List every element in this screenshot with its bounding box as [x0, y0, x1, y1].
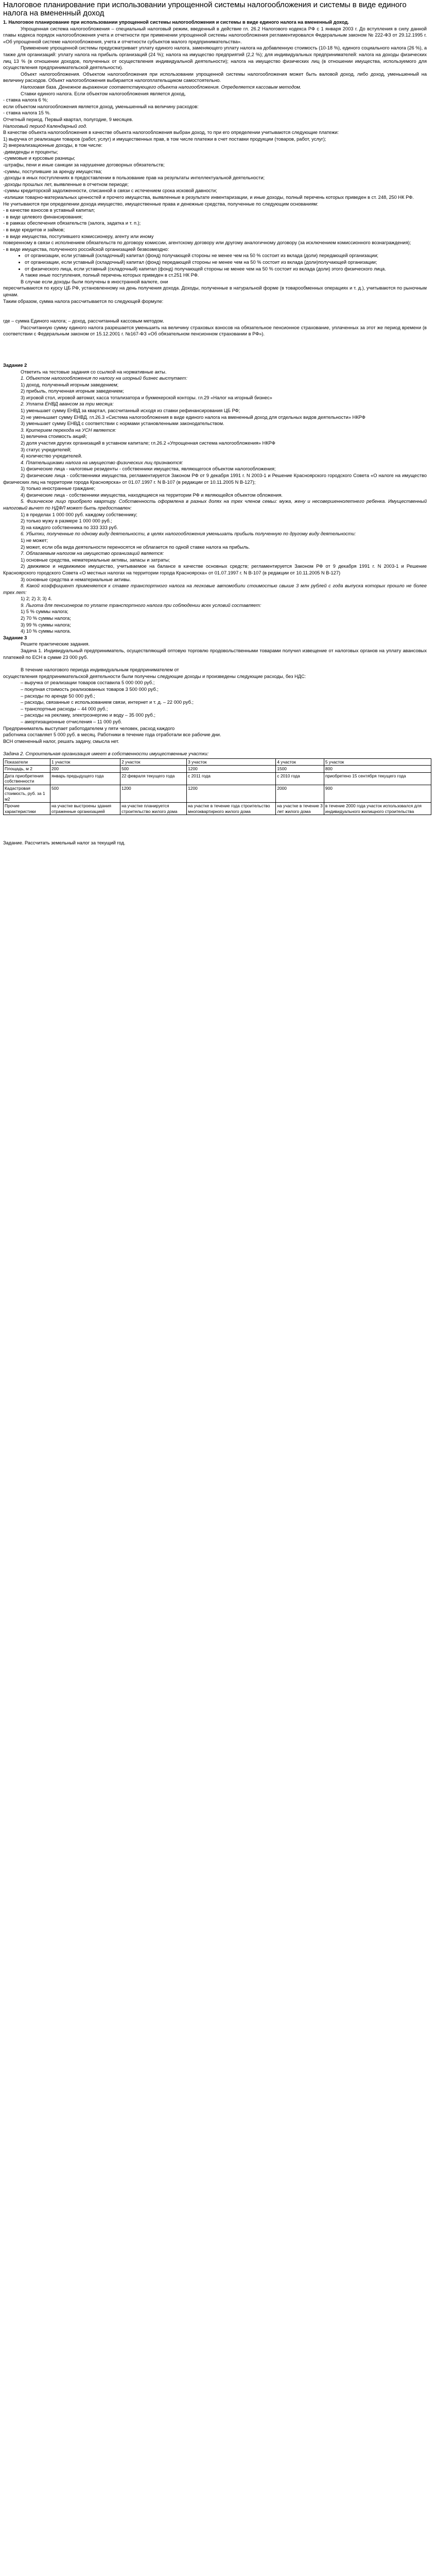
task-item: 3) уменьшает сумму ЕНВД с соответствии с нормами установленными законодательством. [21, 421, 224, 427]
paragraph: Налоговый период Календарный год. [3, 123, 88, 129]
task-item: 1) не может; [21, 537, 48, 543]
table-cell: с 2010 года [276, 772, 324, 785]
paragraph: Применение упрощенной системы предусматривает уплату единого налога, заменяющего уплату налога на добавленную стоимость (10-18 %), единого социального налога (26 %), а также для организаций: уплату налога на прибыль организаций (24 %); налога на имущество предприятий (2,2 %); для индивидуальных предпринимателей: налога на доходы физических лиц 13 % (в отношении доходов, полученных от осуществления индивидуальной деятельности); налога на имущество физических лиц (в отношении имущества, используемого для осуществления предпринимательской деятельности). [3, 45, 427, 71]
task-item: Ответить на тестовые задания со ссылкой на нормативные акты. [21, 369, 167, 375]
task-heading: Задание 2 [3, 362, 27, 368]
task-item: Задание. Рассчитать земельный налог за текущий год. [3, 840, 126, 846]
task-item: 5. Физическое лицо приобрело квартиру. Собственность оформлена в разных долях на трех членов семьи: мужа, жену и несовершеннолетнего ребенка. Имущественный налоговый вычет по НДФЛ может быть предоставлен: [3, 499, 427, 511]
table-row [4, 772, 431, 785]
paragraph: -доходы прошлых лет, выявленные в отчетном периоде; [3, 181, 129, 187]
land-plots-table [3, 758, 431, 816]
table-cell: 900 [324, 785, 431, 803]
paragraph: поверенному в связи с исполнением обязательств по договору комиссии, агентскому договору или другому аналогичному договору (за исключением комиссионного вознаграждения); [3, 240, 411, 246]
table-cell: приобретено 15 сентября текущего года [324, 772, 431, 785]
spacer [3, 337, 427, 362]
task-item: 1) доход, полученный игорным заведением; [21, 382, 119, 387]
paragraph: - в виде кредитов и займов; [3, 227, 65, 232]
paragraph: - в качестве взносов в уставный капитал; [3, 208, 95, 213]
task-item: – расходы по аренде 50 000 руб.; [21, 693, 95, 699]
paragraph: Объект налогообложения. Объектом налогообложения при использовании упрощенной системы налогообложения может быть валовой доход, либо доход, уменьшенный на величину расходов. Объект налогообложения выбирается налогоплательщиком самостоятельно. [3, 71, 427, 83]
paragraph: Таким образом, сумма налога рассчитывается по следующей формуле: [3, 298, 164, 304]
task-item: 2. Уплата ЕНВД авансом за три месяца: [21, 401, 114, 407]
task-item: 2) прибыль, полученная игорным заведением; [21, 388, 124, 394]
task-item: 1) в пределах 1 000 000 руб. каждому собственнику; [21, 512, 137, 517]
task-item: 2) движимое и недвижимое имущество, учитываемое на балансе в качестве основных средств; регламентируется Законом РФ от 9 декабря 1991 г. N 2003-1 и Решение Красноярского городского Совета «О местных налогах на территории города Красноярска» от 01.07.1997 г. N В-107 (в редакции от 10.11.2005 N В-127) [3, 564, 427, 575]
table-header-cell: 3 участок [187, 758, 276, 766]
task-item: осуществления предпринимательской деятельности были получены следующие доходы и произведены следующие расходы, без НДС: [3, 673, 306, 679]
task-item: 6. Убытки, полученные по одному виду деятельности, в целях налогообложения уменьшать прибыль полученную по другому виду деятельности: [21, 531, 356, 537]
table-header-cell: 5 участок [324, 758, 431, 766]
table-header-cell: 1 участок [50, 758, 120, 766]
list-item: • от организации, если уставный (складочный) капитал (фонд) передающей стороны не менее чем на 50 % состоит из вклада (доли)получающей организации; [25, 259, 427, 266]
spacer [3, 660, 427, 667]
task-item: 3) 99 % суммы налога; [21, 622, 71, 628]
paragraph: 1) выручка от реализации товаров (работ, услуг) и имущественных прав, в том числе платежи в счет поставки продукции (товаров, работ, услуг); [3, 136, 326, 142]
paragraph: - ставка налога 6 %; [3, 97, 48, 103]
paragraph: А также иные поступления, полный перечень которых приведен в ст.251 НК РФ. [21, 273, 199, 278]
paragraph: - ставка налога 15 %. [3, 110, 51, 116]
table-cell: на участке выстроены здания отраженные организацией [50, 803, 120, 815]
paragraph: Не учитываются при определении дохода имущество, имущественные права и денежные средства, полученные по следующим основаниям: [3, 201, 319, 207]
task-item: 4) 10 % суммы налога. [21, 629, 71, 634]
task-item: 3) статус учредителей; [21, 447, 72, 452]
task-item: 1. Объектом налогообложения по налогу на игорный бизнес выступает: [21, 376, 187, 381]
paragraph: -суммы кредиторской задолженности, списанной в связи с истечением срока исковой давности; [3, 188, 217, 194]
task-item: 1) величина стоимость акций; [21, 434, 87, 439]
formula-image-area [3, 304, 427, 318]
table-cell: январь предыдущего года [50, 772, 120, 785]
formula-explanation: где – сумма Единого налога; – доход, рассчитанный кассовым методом. [3, 318, 164, 324]
paragraph: -суммовые и курсовые разницы; [3, 156, 75, 161]
table-cell: 200 [50, 766, 120, 773]
task-item: – расходы, связанные с использованием связи, интернет и т. д. – 22 000 руб.; [21, 700, 194, 705]
paragraph: - в рамках обеспечения обязательств (залога, задатка и т. п.); [3, 221, 141, 226]
paragraph: -штрафы, пени и иные санкции за нарушение договорных обязательств; [3, 162, 165, 168]
task-item: – амортизационные отчисления – 11 000 руб. [21, 719, 122, 724]
task-item: 3) на каждого собственника по 333 333 руб. [21, 524, 118, 530]
table-cell: Кадастровая стоимость, руб. за 1 м2 [4, 785, 50, 803]
paragraph: -суммы, поступившие за аренду имущества; [3, 168, 102, 174]
paragraph: Налоговая база. Денежное выражение соответствующего объекта налогообложения. Определяется кассовым методом. [21, 84, 302, 90]
paragraph: Ставки единого налога. Если объектом налогообложения является доход, [21, 91, 186, 96]
table-cell: Площадь, м 2 [4, 766, 50, 773]
table-header-cell: Показатели [4, 758, 50, 766]
task-item: 4. Плательщиками налога на имущество физических лиц признаются: [21, 460, 183, 465]
table-cell: 22 февраля текущего года [120, 772, 187, 785]
task-item: 2) не уменьшает сумму ЕНВД. гл.26.3 «Система налогообложения в виде единого налога на вмененный доход для отдельных видов деятельности» НКРФ [21, 414, 365, 420]
table-cell: в течение 2000 года участок использовался для индивидуального жилищного строительства [324, 803, 431, 815]
task-item: 2) 70 % суммы налога; [21, 616, 71, 621]
spacer [3, 815, 427, 840]
task-item: 2) доля участия других организаций в уставном капитале; гл.26.2 «Упрощенная система налогообложения» НКРФ [21, 440, 275, 446]
paragraph: если объектом налогообложения является доход, уменьшенный на величину расходов: [3, 104, 199, 109]
task-item: 4) количество учредителей. [21, 453, 82, 459]
table-cell: на участке в течение года строительство многоквартирного жилого дома [187, 803, 276, 815]
task-item: 4) физические лица - собственники имущества, находящиеся на территории РФ и являющейся объектом обложения. [21, 492, 283, 498]
paragraph: -излишки товарно-материальных ценностей и прочего имущества, выявленные в результате инвентаризации, и иные доходы, полный перечень которых приведен в ст. 248, 250 НК РФ. [3, 195, 414, 200]
table-cell: 1200 [187, 766, 276, 773]
paragraph: Рассчитанную сумму единого налога разрешается уменьшить на величину страховых взносов на обязательное пенсионное страхование, уплаченных за этот же период времени (в соответствии с Федеральным законом от 15.12.2001 г. №167-ФЗ «Об обязательном пенсионном страховании в РФ»). [3, 325, 427, 337]
task-item: 9. Льгота для пенсионеров по уплате транспортного налога при соблюдении всех условий составляет: [21, 602, 261, 608]
table-cell: Прочие характеристики [4, 803, 50, 815]
task-item: – выручка от реализации товаров составила 5 000 000 руб.; [21, 680, 155, 686]
task-item: 1) уменьшает сумму ЕНВД за квартал, рассчитанный исходя из ставки рефинансирования ЦБ РФ; [21, 408, 240, 414]
paragraph: В качестве объекта налогообложения в качестве объекта налогообложения выбран доход, то при его определении учитываются следующие платежи: [3, 130, 339, 135]
page-title: Налоговое планирование при использовании упрощенной системы налогообложения и системы в виде единого налога на вмененный доход [3, 1, 407, 18]
table-row [4, 803, 431, 815]
table-cell: 1200 [120, 785, 187, 803]
task-item: 2) может, если оба вида деятельности переносятся не облагается по одной ставке налога на прибыль. [21, 544, 250, 550]
paragraph: -доходы в иных поступлениях в предоставлении в пользование прав на результаты интеллектуальной деятельности; [3, 175, 265, 181]
task-heading: Задание 3 [3, 635, 27, 640]
task-item: 1) физические лица - налоговые резиденты - собственники имущества, являющегося объектом налогообложения; [21, 466, 276, 472]
task-item: 3. Критерием перехода на УСН является: [21, 427, 116, 433]
paragraph: Отчетный период. Первый квартал, полугодие, 9 месяцев. [3, 116, 133, 122]
paragraph: 2) внереализационные доходы, в том числе: [3, 143, 103, 148]
task-item: 1) основные средства, нематериальные активы, запасы и затраты; [21, 557, 170, 563]
list-item: • от физического лица, если уставный (складочный) капитал (фонд) получающей стороны не менее чем на 50 % состоит из вклада (доли) этого физического лица. [25, 266, 427, 273]
task-item: В течение налогового периода индивидуальным предпринимателем от [21, 667, 179, 673]
task-item: – транспортные расходы – 44 000 руб.; [21, 706, 108, 711]
document [0, 0, 430, 848]
task-item: 7. Облагаемым налогом на имущество организаций является: [21, 551, 164, 556]
task-item: 1) 5 % суммы налога; [21, 609, 68, 615]
bullet-list [3, 252, 427, 272]
task-item: 3) только иностранные граждане; [21, 486, 96, 492]
task-item: 2) только мужу в размере 1 000 000 руб.; [21, 518, 112, 524]
task-item: работника составляет 5 000 руб. в месяц. Работники в течение года отработали все рабочие дни. [3, 732, 221, 738]
paragraph: пересчитываются по курсу ЦБ РФ, установленному на день получения дохода. Доходы, полученные в натуральной форме (в товарообменных операциях и т. д.), учитываются по рыночным ценам. [3, 285, 427, 297]
table-row [4, 785, 431, 803]
paragraph: - в виде имущества, поступившего комиссионеру, агенту или иному [3, 233, 154, 239]
table-header-cell: 2 участок [120, 758, 187, 766]
table-cell: Дата приобретения собственности [4, 772, 50, 785]
task-item: Задача 2. Строительная организация имеет в собственности имущественные участки: [3, 751, 209, 757]
paragraph: - в виде имущества, полученного российской организацией безвозмездно: [3, 246, 169, 252]
table-cell: на участке в течение 3 лет жилого дома [276, 803, 324, 815]
task-item: – покупная стоимость реализованных товаров 3 500 000 руб.; [21, 687, 159, 692]
task-item: – расходы на рекламу, электроэнергию и воду – 35 000 руб.; [21, 713, 155, 718]
paragraph: В случае если доходы были получены в иностранной валюте, они [21, 279, 168, 284]
table-cell: 500 [50, 785, 120, 803]
table-cell: 2000 [276, 785, 324, 803]
task-item: ВСН отмененный налог, решать задачу, смысла нет. [3, 738, 119, 744]
table-cell: на участке планируется строительство жилого дома [120, 803, 187, 815]
task-item: 3) игровой стол, игровой автомат, касса тотализатора и букмекерской конторы. гл.29 «Налог на игорный бизнес» [21, 395, 272, 400]
task-item: 2) физические лица - собственники имущества, регламентируется Законом РФ от 9 декабря 1991 г. N 2003-1 и Решение Красноярского городского Совета «О налоге на имущество физических лиц на территории города Красноярска» от 01.07.1997 г. N В-107 (в редакции от 10.11.2005 N В-127); [3, 473, 427, 485]
task-item: 8. Какой коэффициент применяется к ставке транспортного налога на легковые автомобили стоимостью свыше 3 млн рублей с года выпуска которых прошло не более трех лет: [3, 583, 427, 595]
spacer [3, 744, 427, 751]
table-row [4, 766, 431, 773]
task-item: 3) основные средства и нематериальные активы. [21, 577, 131, 582]
table-cell: 500 [120, 766, 187, 773]
table-cell: с 2011 года [187, 772, 276, 785]
table-cell: 1500 [276, 766, 324, 773]
table-header-cell: 4 участок [276, 758, 324, 766]
paragraph: Упрощенная система налогообложения – специальный налоговый режим, введенный в действие гл. 26.2 Налогового кодекса РФ с 1 января 2003 г. До вступления в силу данной главы кодекса порядок налогообложения учета и отчетности при применении упрощенной системы налогообложения регламентировался Федеральным законом № 222-ФЗ от 29.12.1995 г. «Об упрощенной системе налогообложения, учета и отчетности субъектов малого предпринимательства». [3, 26, 427, 44]
section-heading: 1. Налоговое планирование при использовании упрощенной системы налогообложения и системы в виде единого налога на вмененный доход. [3, 20, 349, 25]
task-item: 1) 2; 2) 3; 3) 4. [21, 596, 52, 602]
table-cell: 800 [324, 766, 431, 773]
task-item: Решите практические задания. [21, 641, 90, 647]
table-cell: 1200 [187, 785, 276, 803]
paragraph: -дивиденды и проценты; [3, 149, 58, 155]
paragraph: - в виде целевого финансирования; [3, 214, 83, 219]
list-item: • от организации, если уставный (складочный) капитал (фонд) получающей стороны не менее чем на 50 % состоит из вклада (доли) передающей организации; [25, 252, 427, 259]
task-item: Предприниматель выступает работодателем у пяти человек, расход каждого [3, 725, 175, 731]
task-item: Задача 1. Индивидуальный предприниматель, осуществляющий оптовую торговлю продовольственными товарами получил извещение от налоговых органов на уплату авансовых платежей по ЕСН в сумме 23 000 руб. [3, 648, 427, 660]
table-header-row [4, 758, 431, 766]
